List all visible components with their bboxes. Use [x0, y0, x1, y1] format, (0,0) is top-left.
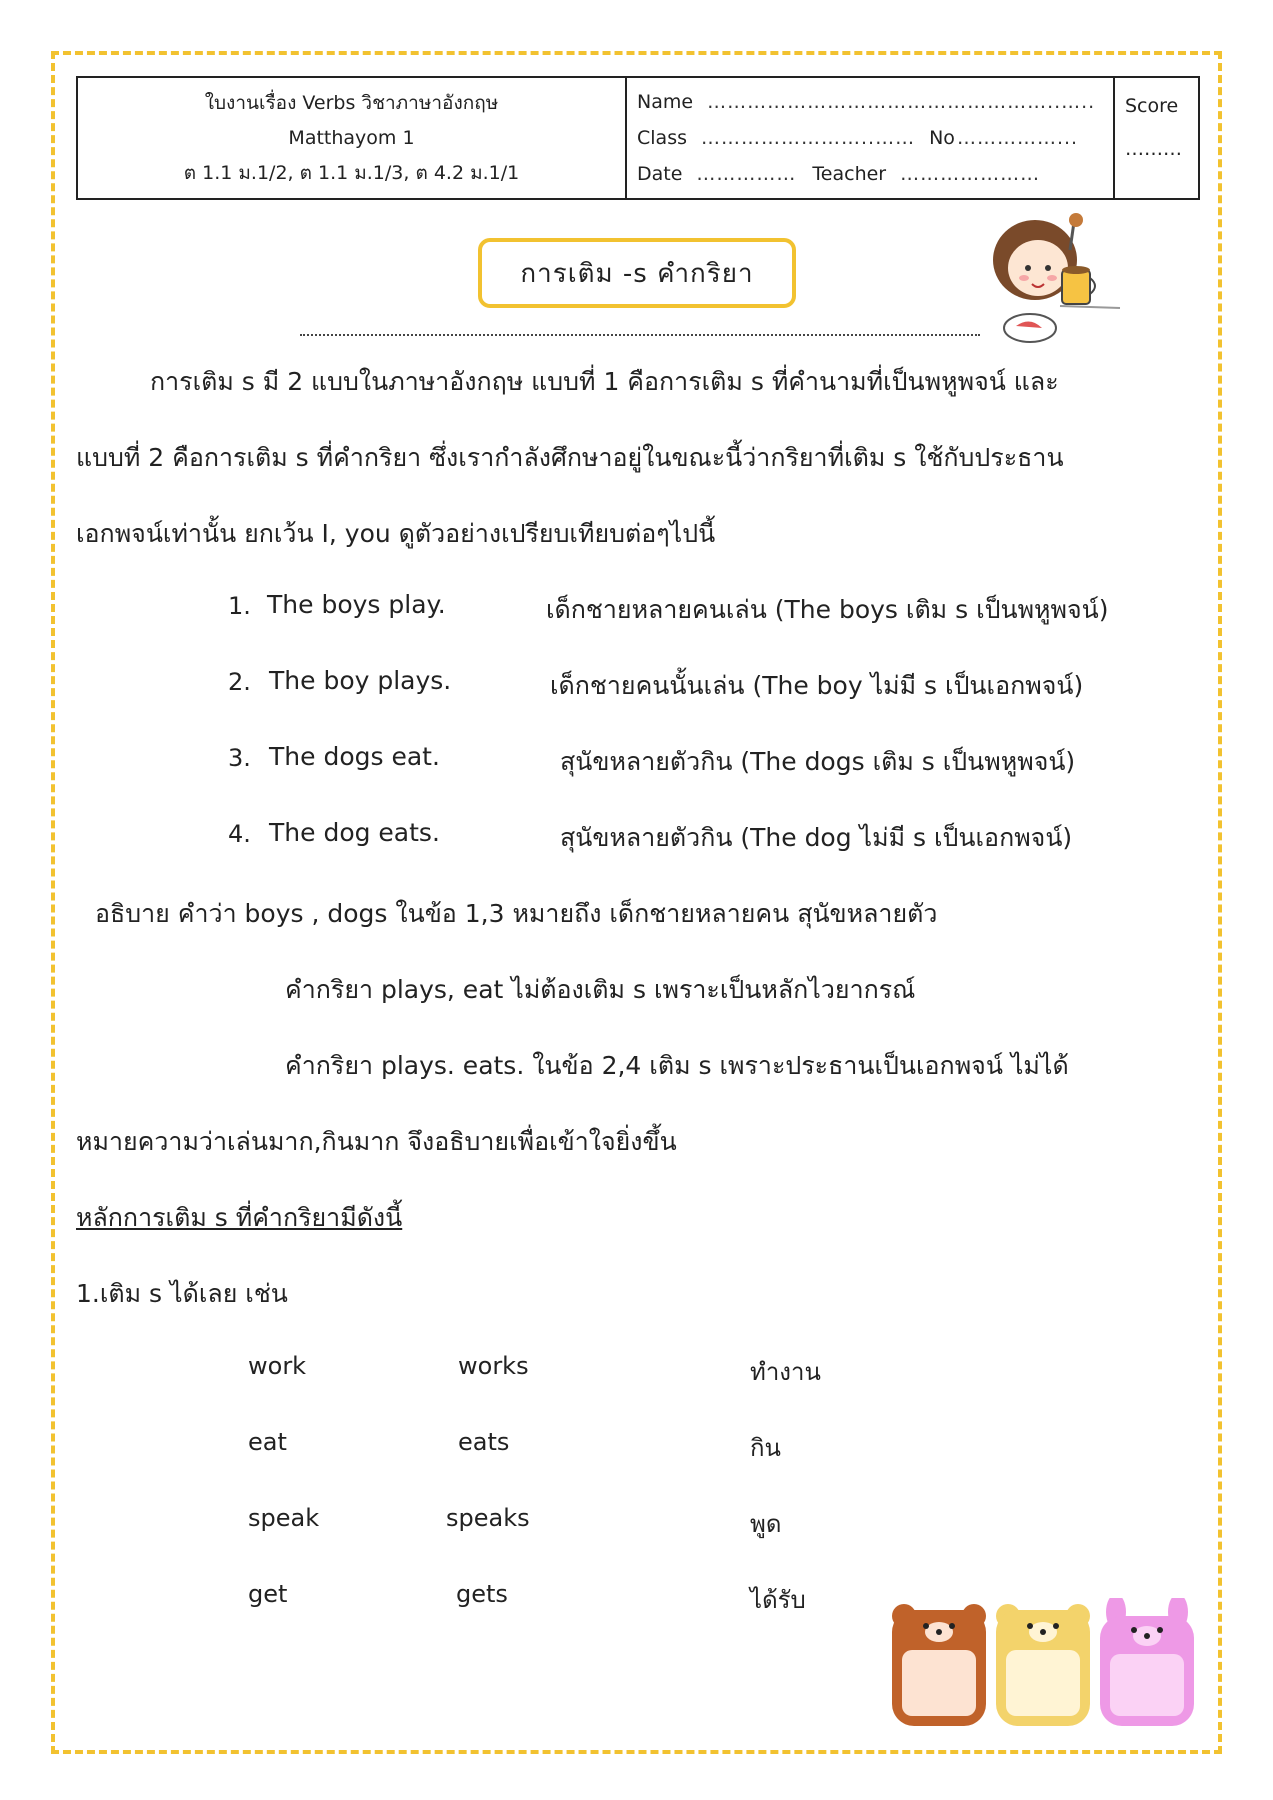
example-number: 1. — [228, 592, 251, 620]
header-student-info — [627, 78, 1115, 198]
date-row — [637, 163, 1103, 185]
brown-bear-frame-icon — [892, 1604, 986, 1726]
pink-bunny-frame-icon — [1100, 1598, 1194, 1726]
no-field[interactable]: ……………... — [956, 127, 1079, 149]
verb-thai: ทำงาน — [750, 1358, 821, 1386]
worksheet-title: ใบงานเรื่อง Verbs วิชาภาษาอังกฤษ — [204, 92, 499, 115]
class-field[interactable]: ……………………..…… — [701, 127, 916, 149]
example-number: 4. — [228, 820, 251, 848]
score-field[interactable]: ……… — [1125, 137, 1182, 160]
example-english: The boy plays. — [269, 666, 452, 695]
title-dotted-line — [300, 314, 980, 336]
grade-level: Matthayom 1 — [288, 126, 415, 149]
explanation-line-2: คำกริยา plays, eat ไม่ต้องเติม s เพราะเป็นหลักไวยากรณ์ — [285, 975, 916, 1004]
explanation-line-3: คำกริยา plays. eats. ในข้อ 2,4 เติม s เพราะประธานเป็นเอกพจน์ ไม่ได้ — [285, 1051, 1069, 1080]
header-worksheet-info — [78, 78, 627, 198]
teacher-label: Teacher — [812, 163, 887, 185]
example-english: The boys play. — [267, 590, 446, 619]
verb-base: work — [248, 1352, 307, 1380]
verb-base: speak — [248, 1504, 320, 1532]
verb-s-form: gets — [456, 1580, 508, 1608]
class-row — [637, 127, 1103, 149]
example-thai: สุนัขหลายตัวกิน (The dog ไม่มี s เป็นเอกพจน์) — [560, 823, 1073, 852]
example-thai: สุนัขหลายตัวกิน (The dogs เติม s เป็นพหูพจน์) — [560, 747, 1076, 776]
intro-line-3: เอกพจน์เท่านั้น ยกเว้น I, you ดูตัวอย่างเปรียบเทียบต่อๆไปนี้ — [76, 519, 716, 548]
example-number: 2. — [228, 668, 251, 696]
explanation-line-4: หมายความว่าเล่นมาก,กินมาก จึงอธิบายเพื่อเข้าใจยิ่งขึ้น — [76, 1127, 677, 1156]
name-label: Name — [637, 91, 694, 113]
name-field[interactable]: ……………………………………………..….. — [707, 91, 1096, 113]
example-english: The dogs eat. — [269, 742, 440, 771]
example-thai: เด็กชายหลายคนเล่น (The boys เติม s เป็นพหูพจน์) — [546, 595, 1109, 624]
bear-frames-illustration — [890, 1598, 1196, 1730]
name-row — [637, 91, 1103, 113]
verb-s-form: speaks — [446, 1504, 530, 1532]
score-label: Score — [1125, 94, 1179, 117]
verb-s-form: works — [458, 1352, 529, 1380]
yellow-bear-frame-icon — [996, 1604, 1090, 1726]
rules-heading: หลักการเติม s ที่คำกริยามีดังนี้ — [76, 1203, 403, 1232]
class-label: Class — [637, 127, 687, 149]
verb-thai: กิน — [750, 1434, 781, 1462]
page-title: การเติม -s คำกริยา — [520, 258, 754, 289]
girl-eating-illustration — [980, 210, 1130, 350]
intro-line-2: แบบที่ 2 คือการเติม s ที่คำกริยา ซึ่งเรากำลังศึกษาอยู่ในขณะนี้ว่ากริยาที่เติม s ใช้กับประธาน — [76, 443, 1064, 472]
page-title-box — [478, 238, 796, 308]
header-table — [76, 76, 1200, 200]
header-score — [1115, 78, 1198, 198]
intro-line-1: การเติม s มี 2 แบบในภาษาอังกฤษ แบบที่ 1 คือการเติม s ที่คำนามที่เป็นพหูพจน์ และ — [150, 367, 1059, 396]
explanation-line-1: อธิบาย คำว่า boys , dogs ในข้อ 1,3 หมายถึง เด็กชายหลายคน สุนัขหลายตัว — [95, 899, 938, 928]
teacher-field[interactable]: ………………… — [900, 163, 1041, 185]
no-label: No — [929, 127, 955, 149]
date-field[interactable]: …………… — [696, 163, 797, 185]
curriculum-standards: ต 1.1 ม.1/2, ต 1.1 ม.1/3, ต 4.2 ม.1/1 — [183, 161, 520, 184]
verb-s-form: eats — [458, 1428, 510, 1456]
date-label: Date — [637, 163, 683, 185]
example-number: 3. — [228, 744, 251, 772]
verb-base: get — [248, 1580, 288, 1608]
example-english: The dog eats. — [269, 818, 440, 847]
example-thai: เด็กชายคนนั้นเล่น (The boy ไม่มี s เป็นเอกพจน์) — [550, 671, 1084, 700]
verb-thai: ได้รับ — [750, 1586, 806, 1614]
verb-thai: พูด — [750, 1510, 782, 1538]
verb-base: eat — [248, 1428, 287, 1456]
rule-1: 1.เติม s ได้เลย เช่น — [76, 1279, 288, 1308]
